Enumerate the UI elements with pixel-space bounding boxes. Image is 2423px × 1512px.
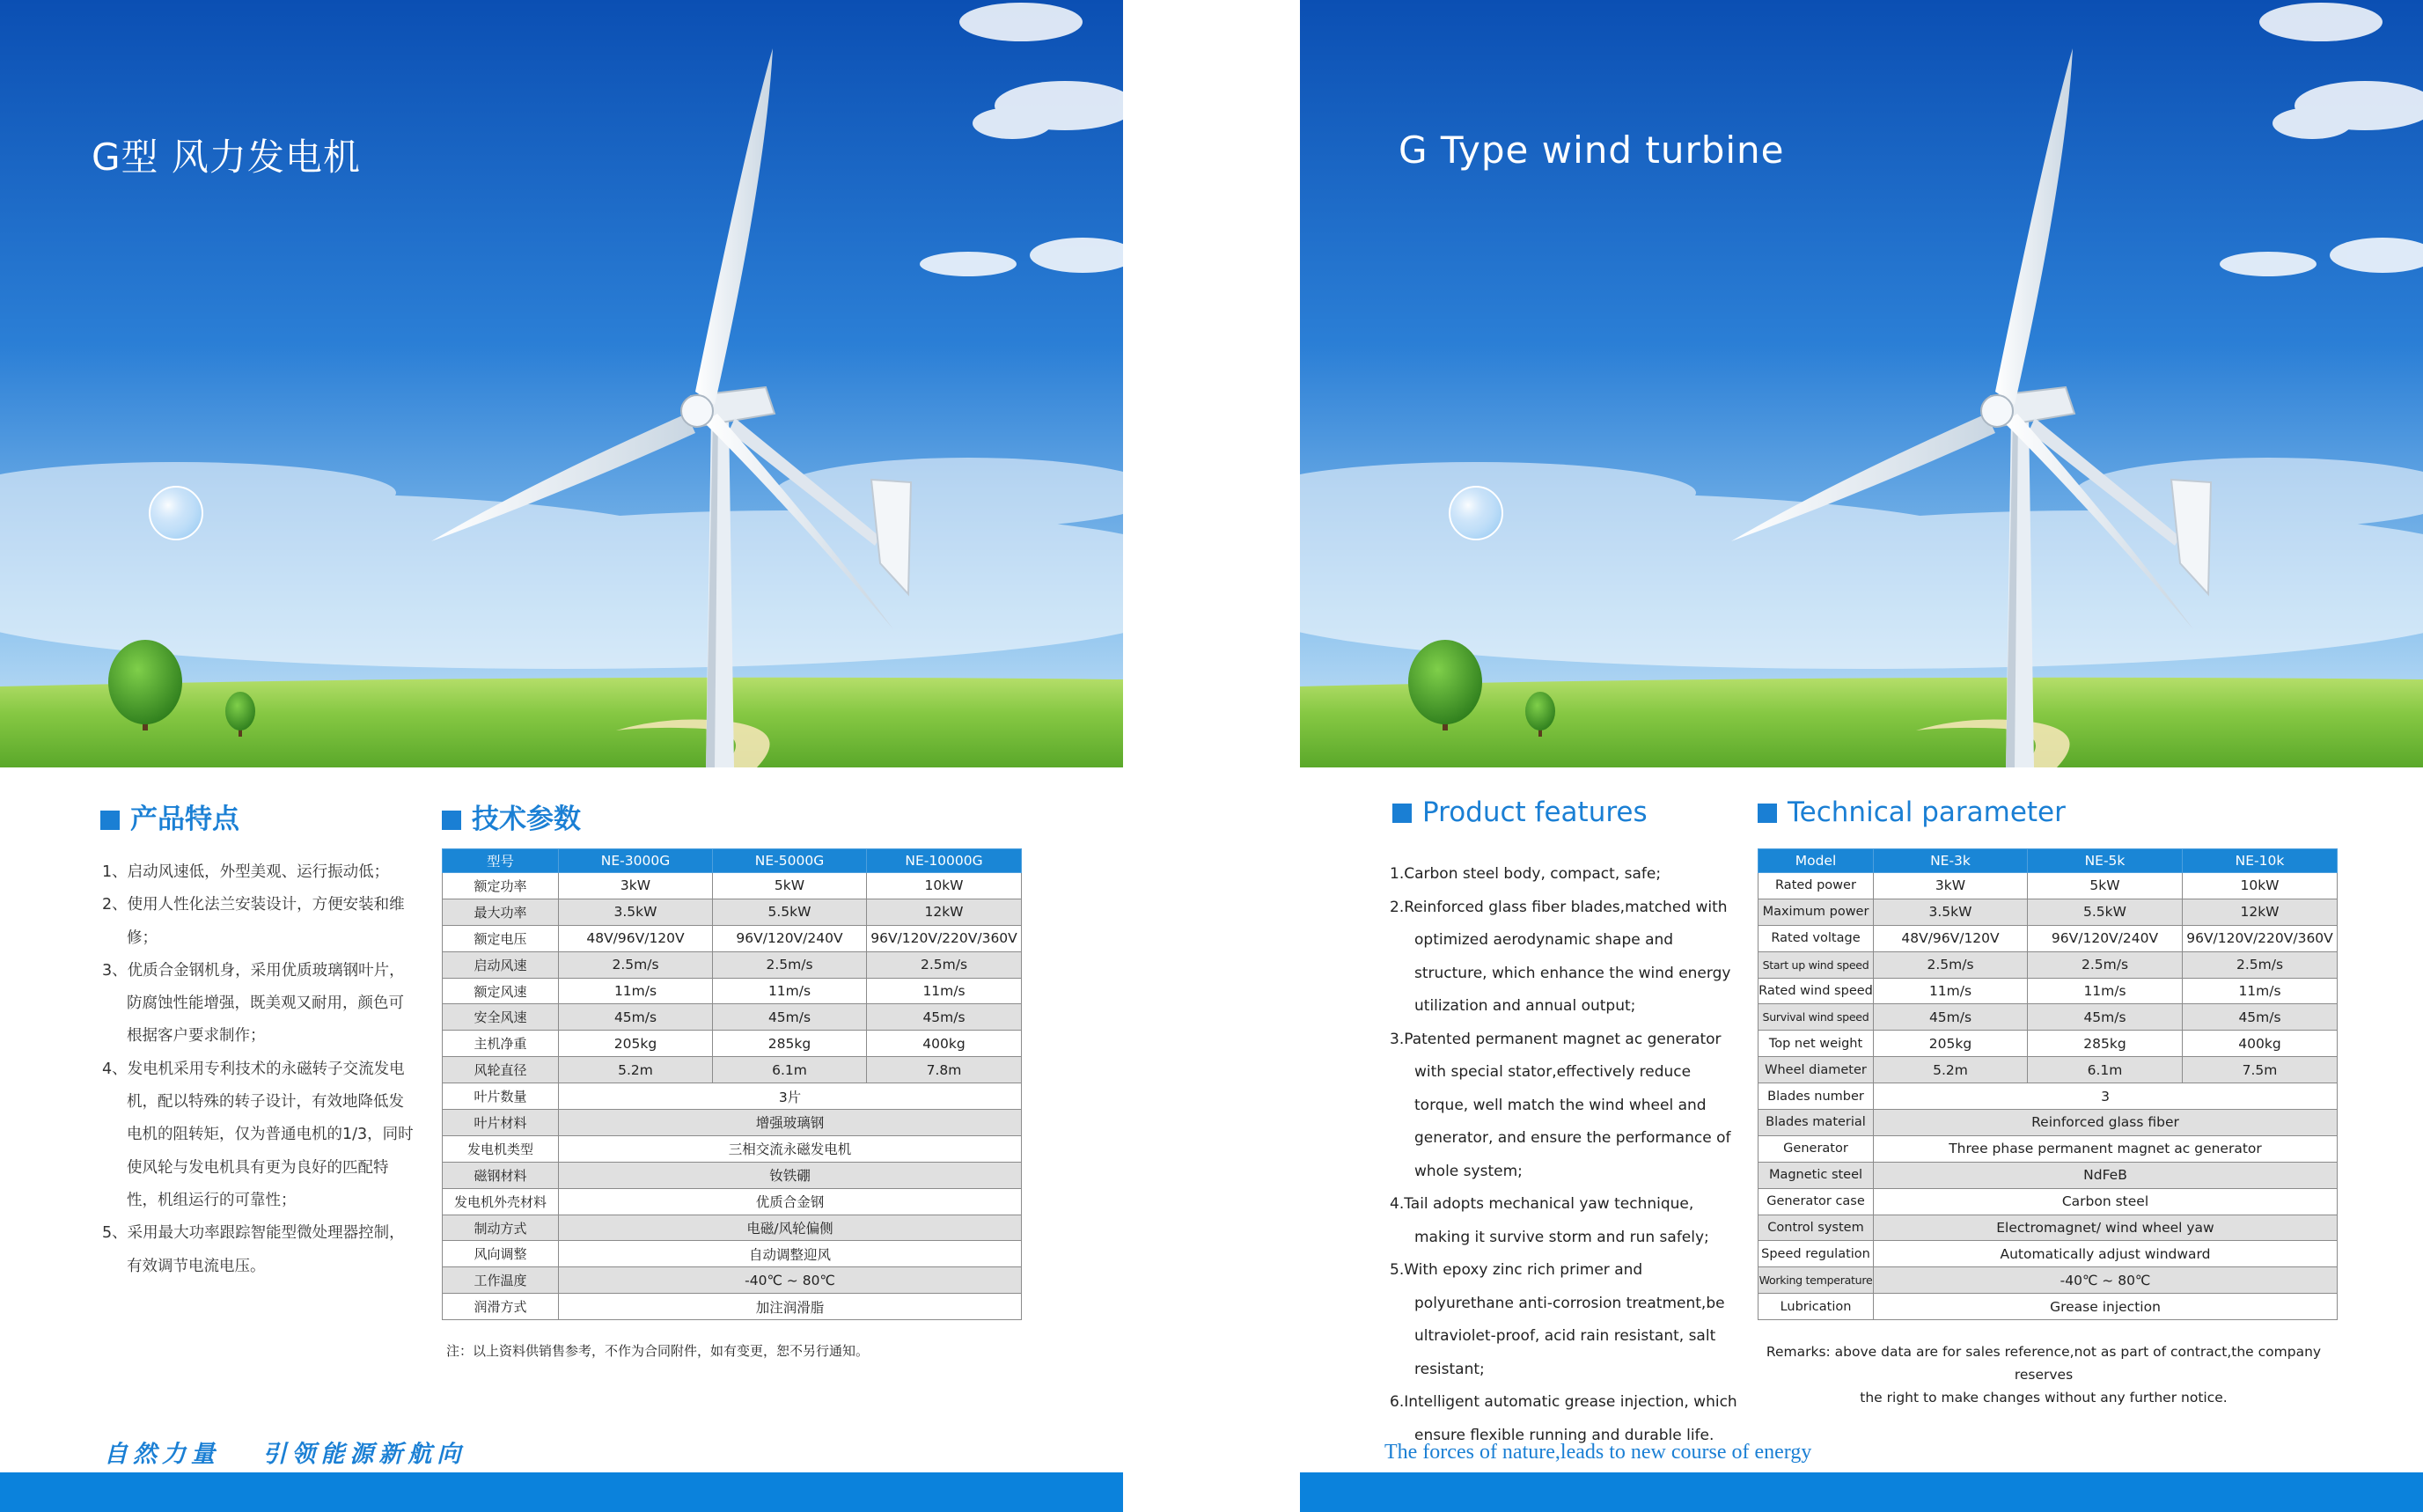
- disclaimer-line: the right to make changes without any further notice.: [1860, 1390, 2228, 1406]
- value-cell: 45m/s: [2183, 1004, 2338, 1031]
- value-cell: 5kW: [2028, 873, 2183, 899]
- value-cell: 11m/s: [867, 978, 1022, 1004]
- value-cell: 钕铁硼: [559, 1162, 1022, 1188]
- features-heading-text: 产品特点: [130, 804, 239, 835]
- feature-item: 1、启动风速低，外型美观、运行振动低；: [102, 863, 390, 881]
- spec-table: [442, 848, 1022, 1320]
- row-label-cell: 工作温度: [443, 1267, 559, 1294]
- value-cell: 3片: [559, 1083, 1022, 1110]
- feature-item: 2、使用人性化法兰安装设计，方便安装和维修；: [102, 896, 405, 947]
- row-label-cell: Rated power: [1759, 873, 1874, 899]
- spec-table: [1758, 848, 2338, 1320]
- header-cell: NE-5000G: [713, 849, 867, 873]
- turbine-landscape-photo: [0, 0, 1123, 767]
- row-label-cell: 制动方式: [443, 1215, 559, 1241]
- value-cell: Reinforced glass fiber: [1874, 1110, 2338, 1136]
- table-row: [443, 1241, 1022, 1267]
- row-label-cell: 风向调整: [443, 1241, 559, 1267]
- value-cell: 3.5kW: [1874, 899, 2028, 925]
- value-cell: 3kW: [1874, 873, 2028, 899]
- value-cell: 7.5m: [2183, 1057, 2338, 1083]
- value-cell: 48V/96V/120V: [559, 925, 713, 951]
- value-cell: 205kg: [1874, 1031, 2028, 1057]
- spec-table-header: [1759, 849, 2338, 873]
- specs-heading-text: 技术参数: [472, 804, 581, 835]
- feature-item: 2.Reinforced glass fiber blades,matched with optimized aerodynamic shape and structure, which enhance the wind energy utilization and annual output;: [1390, 898, 1731, 1015]
- hero-image: [1300, 0, 2423, 767]
- value-cell: 5.2m: [559, 1057, 713, 1083]
- value-cell: 96V/120V/240V: [713, 925, 867, 951]
- table-row: [443, 873, 1022, 899]
- feature-list: [1390, 858, 1742, 1452]
- table-row: [1759, 1162, 2338, 1188]
- row-label-cell: 发电机外壳材料: [443, 1188, 559, 1215]
- table-row: [1759, 873, 2338, 899]
- square-bullet-icon: [442, 811, 461, 830]
- table-row: [443, 1294, 1022, 1320]
- table-row: [443, 978, 1022, 1004]
- value-cell: 5.5kW: [2028, 899, 2183, 925]
- page-title: G型 风力发电机: [92, 136, 361, 179]
- value-cell: 11m/s: [2183, 978, 2338, 1004]
- row-label-cell: Working temperature: [1759, 1267, 1874, 1294]
- row-label-cell: 风轮直径: [443, 1057, 559, 1083]
- value-cell: 96V/120V/220V/360V: [2183, 925, 2338, 951]
- value-cell: 45m/s: [1874, 1004, 2028, 1031]
- feature-item: 1.Carbon steel body, compact, safe;: [1390, 865, 1662, 883]
- spec-table-body: [1759, 873, 2338, 1320]
- table-row: [1759, 978, 2338, 1004]
- value-cell: 285kg: [713, 1031, 867, 1057]
- table-row: [443, 1004, 1022, 1031]
- table-row: [1759, 1241, 2338, 1267]
- value-cell: 2.5m/s: [2183, 951, 2338, 978]
- square-bullet-icon: [1758, 804, 1777, 823]
- row-label-cell: 启动风速: [443, 951, 559, 978]
- brochure-page-chinese: [0, 0, 1123, 1512]
- specs-heading-text: Technical parameter: [1788, 796, 2066, 828]
- row-label-cell: 额定电压: [443, 925, 559, 951]
- table-row: [1759, 1188, 2338, 1215]
- value-cell: 400kg: [2183, 1031, 2338, 1057]
- value-cell: 三相交流永磁发电机: [559, 1135, 1022, 1162]
- features-heading: [100, 796, 239, 836]
- feature-list: [102, 856, 419, 1283]
- feature-item: 4、发电机采用专利技术的永磁转子交流发电机，配以特殊的转子设计，有效地降低发电机的阻转矩，仅为普通电机的1/3，同时使风轮与发电机具有更为良好的匹配特性，机组运行的可靠性；: [102, 1060, 414, 1209]
- square-bullet-icon: [100, 811, 120, 830]
- footer-bar: [0, 1472, 1123, 1512]
- table-row: [1759, 1057, 2338, 1083]
- value-cell: 2.5m/s: [559, 951, 713, 978]
- row-label-cell: 润滑方式: [443, 1294, 559, 1320]
- row-label-cell: 额定功率: [443, 873, 559, 899]
- hero-image: [0, 0, 1123, 767]
- table-row: [443, 925, 1022, 951]
- row-label-cell: Top net weight: [1759, 1031, 1874, 1057]
- page-title: G Type wind turbine: [1399, 128, 1785, 172]
- value-cell: 3: [1874, 1083, 2338, 1110]
- value-cell: 3kW: [559, 873, 713, 899]
- value-cell: 增强玻璃钢: [559, 1110, 1022, 1136]
- header-cell: NE-3k: [1874, 849, 2028, 873]
- table-row: [443, 1110, 1022, 1136]
- value-cell: 10kW: [867, 873, 1022, 899]
- table-row: [443, 1135, 1022, 1162]
- value-cell: 285kg: [2028, 1031, 2183, 1057]
- table-row: [1759, 951, 2338, 978]
- disclaimer-line: Remarks: above data are for sales reference,not as part of contract,the company reserves: [1766, 1344, 2322, 1383]
- value-cell: 45m/s: [2028, 1004, 2183, 1031]
- row-label-cell: Start up wind speed: [1759, 951, 1874, 978]
- value-cell: -40℃ ~ 80℃: [559, 1267, 1022, 1294]
- table-row: [443, 1057, 1022, 1083]
- row-label-cell: Maximum power: [1759, 899, 1874, 925]
- value-cell: Electromagnet/ wind wheel yaw: [1874, 1215, 2338, 1241]
- disclaimer-note: [1753, 1340, 2334, 1409]
- specs-heading: [442, 796, 581, 836]
- value-cell: 3.5kW: [559, 899, 713, 925]
- turbine-landscape-photo: [1300, 0, 2423, 767]
- row-label-cell: Blades material: [1759, 1110, 1874, 1136]
- table-row: [443, 1083, 1022, 1110]
- feature-item: 3、优质合金钢机身，采用优质玻璃钢叶片，防腐蚀性能增强，既美观又耐用，颜色可根据客户要求制作；: [102, 961, 405, 1046]
- row-label-cell: 最大功率: [443, 899, 559, 925]
- table-row: [1759, 1267, 2338, 1294]
- value-cell: 7.8m: [867, 1057, 1022, 1083]
- feature-item: 5.With epoxy zinc rich primer and polyurethane anti-corrosion treatment,be ultraviolet-proof, acid rain resistant, salt resistant;: [1390, 1261, 1725, 1378]
- value-cell: 加注润滑脂: [559, 1294, 1022, 1320]
- brochure-page-english: [1300, 0, 2423, 1512]
- value-cell: 11m/s: [1874, 978, 2028, 1004]
- spec-table-header: [443, 849, 1022, 873]
- row-label-cell: 叶片材料: [443, 1110, 559, 1136]
- table-row: [443, 951, 1022, 978]
- value-cell: 12kW: [2183, 899, 2338, 925]
- row-label-cell: 磁钢材料: [443, 1162, 559, 1188]
- table-row: [1759, 1004, 2338, 1031]
- value-cell: 205kg: [559, 1031, 713, 1057]
- header-cell: Model: [1759, 849, 1874, 873]
- header-cell: NE-10k: [2183, 849, 2338, 873]
- value-cell: 48V/96V/120V: [1874, 925, 2028, 951]
- row-label-cell: Lubrication: [1759, 1294, 1874, 1320]
- row-label-cell: 主机净重: [443, 1031, 559, 1057]
- value-cell: 45m/s: [713, 1004, 867, 1031]
- value-cell: 电磁/风轮偏侧: [559, 1215, 1022, 1241]
- value-cell: 96V/120V/240V: [2028, 925, 2183, 951]
- value-cell: 2.5m/s: [2028, 951, 2183, 978]
- row-label-cell: Generator: [1759, 1135, 1874, 1162]
- value-cell: 45m/s: [559, 1004, 713, 1031]
- value-cell: 11m/s: [713, 978, 867, 1004]
- value-cell: Grease injection: [1874, 1294, 2338, 1320]
- row-label-cell: 额定风速: [443, 978, 559, 1004]
- value-cell: 5.5kW: [713, 899, 867, 925]
- header-cell: 型号: [443, 849, 559, 873]
- feature-item: 6.Intelligent automatic grease injection, which ensure flexible running and durable life.: [1390, 1393, 1737, 1444]
- feature-item: 3.Patented permanent magnet ac generator with special stator,effectively reduce torque, well match the wind wheel and generator, and ensure the performance of whole system;: [1390, 1030, 1731, 1180]
- value-cell: 2.5m/s: [1874, 951, 2028, 978]
- value-cell: 2.5m/s: [713, 951, 867, 978]
- slogan: The forces of nature,leads to new course of energy: [1384, 1441, 1812, 1464]
- table-row: [1759, 1083, 2338, 1110]
- value-cell: 400kg: [867, 1031, 1022, 1057]
- table-row: [1759, 1294, 2338, 1320]
- disclaimer-note: 注：以上资料供销售参考，不作为合同附件，如有变更，恕不另行通知。: [446, 1343, 870, 1359]
- row-label-cell: Survival wind speed: [1759, 1004, 1874, 1031]
- feature-item: 4.Tail adopts mechanical yaw technique, making it survive storm and run safely;: [1390, 1195, 1709, 1246]
- row-label-cell: 安全风速: [443, 1004, 559, 1031]
- header-cell: NE-10000G: [867, 849, 1022, 873]
- row-label-cell: Magnetic steel: [1759, 1162, 1874, 1188]
- feature-item: 5、采用最大功率跟踪智能型微处理器控制，有效调节电流电压。: [102, 1224, 405, 1275]
- table-row: [1759, 1031, 2338, 1057]
- value-cell: Three phase permanent magnet ac generator: [1874, 1135, 2338, 1162]
- row-label-cell: Control system: [1759, 1215, 1874, 1241]
- table-row: [443, 1215, 1022, 1241]
- table-row: [443, 899, 1022, 925]
- header-cell: NE-5k: [2028, 849, 2183, 873]
- row-label-cell: Rated wind speed: [1759, 978, 1874, 1004]
- specs-heading: [1758, 796, 2066, 828]
- square-bullet-icon: [1392, 804, 1412, 823]
- spec-table-body: [443, 873, 1022, 1320]
- features-heading-text: Product features: [1422, 796, 1648, 828]
- table-row: [443, 1031, 1022, 1057]
- table-row: [1759, 1110, 2338, 1136]
- row-label-cell: Blades number: [1759, 1083, 1874, 1110]
- table-row: [443, 1267, 1022, 1294]
- value-cell: 11m/s: [559, 978, 713, 1004]
- row-label-cell: Speed regulation: [1759, 1241, 1874, 1267]
- table-row: [1759, 899, 2338, 925]
- value-cell: 优质合金钢: [559, 1188, 1022, 1215]
- table-row: [443, 1188, 1022, 1215]
- value-cell: 96V/120V/220V/360V: [867, 925, 1022, 951]
- value-cell: 6.1m: [713, 1057, 867, 1083]
- value-cell: Carbon steel: [1874, 1188, 2338, 1215]
- value-cell: 11m/s: [2028, 978, 2183, 1004]
- value-cell: 自动调整迎风: [559, 1241, 1022, 1267]
- value-cell: NdFeB: [1874, 1162, 2338, 1188]
- slogan: 自然力量 引领能源新航向: [104, 1441, 466, 1468]
- table-row: [1759, 1215, 2338, 1241]
- row-label-cell: 发电机类型: [443, 1135, 559, 1162]
- table-row: [1759, 1135, 2338, 1162]
- value-cell: 6.1m: [2028, 1057, 2183, 1083]
- row-label-cell: Rated voltage: [1759, 925, 1874, 951]
- header-cell: NE-3000G: [559, 849, 713, 873]
- value-cell: 5.2m: [1874, 1057, 2028, 1083]
- value-cell: -40℃ ~ 80℃: [1874, 1267, 2338, 1294]
- table-row: [443, 1162, 1022, 1188]
- row-label-cell: Generator case: [1759, 1188, 1874, 1215]
- value-cell: 10kW: [2183, 873, 2338, 899]
- value-cell: 45m/s: [867, 1004, 1022, 1031]
- value-cell: 12kW: [867, 899, 1022, 925]
- value-cell: Automatically adjust windward: [1874, 1241, 2338, 1267]
- features-heading: [1392, 796, 1648, 828]
- row-label-cell: 叶片数量: [443, 1083, 559, 1110]
- table-row: [1759, 925, 2338, 951]
- value-cell: 5kW: [713, 873, 867, 899]
- row-label-cell: Wheel diameter: [1759, 1057, 1874, 1083]
- value-cell: 2.5m/s: [867, 951, 1022, 978]
- footer-bar: [1300, 1472, 2423, 1512]
